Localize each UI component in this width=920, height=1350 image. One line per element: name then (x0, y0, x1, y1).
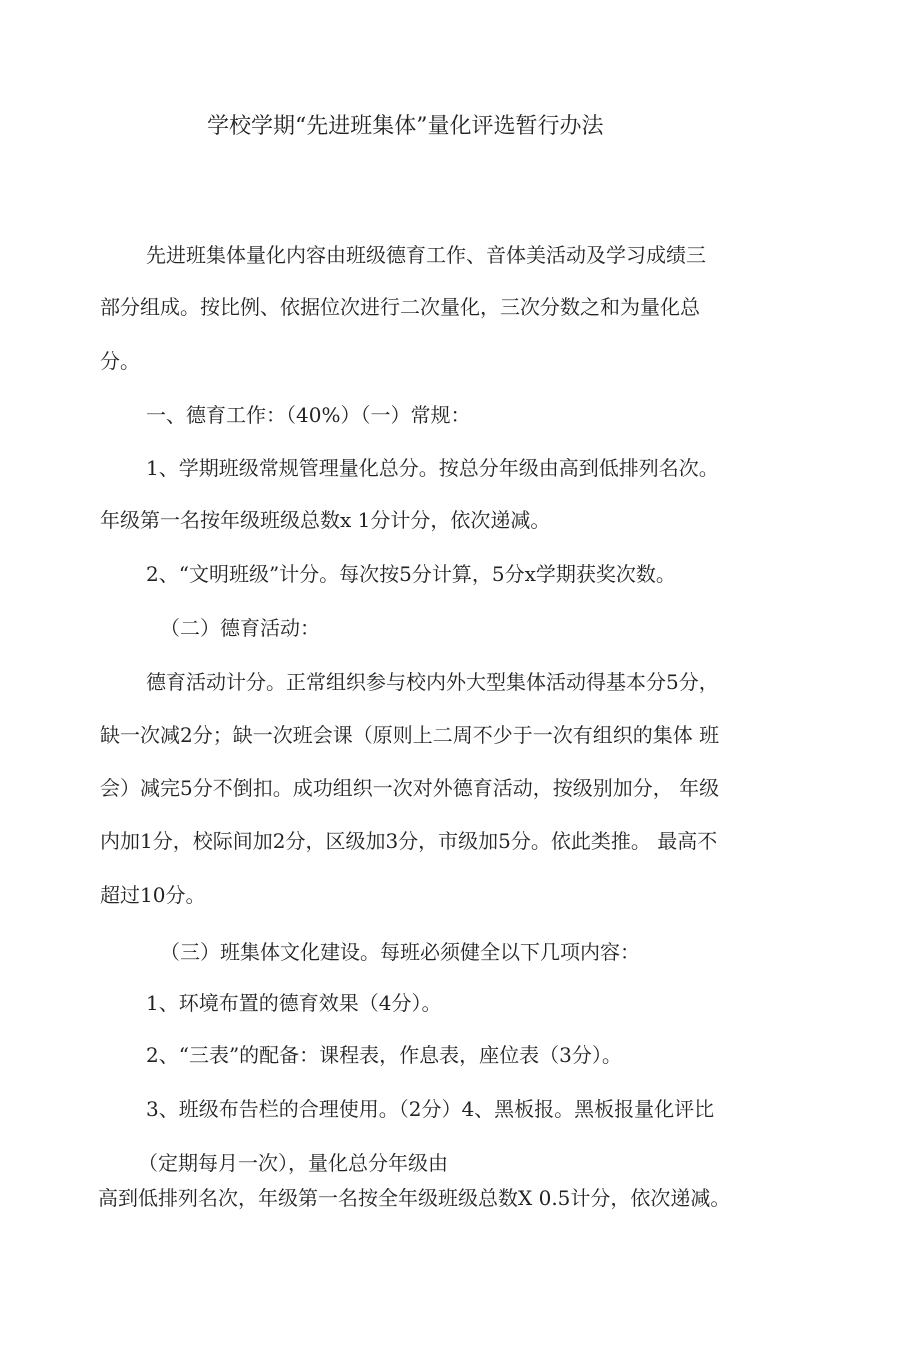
paragraph-line: 先进班集体量化内容由班级德育工作、音体美活动及学习成绩三 (146, 243, 706, 267)
paragraph-line: 内加1分，校际间加2分，区级加3分，市级加5分。依此类推。 最高不 (100, 829, 718, 853)
section-heading: （三）班集体文化建设。每班必须健全以下几项内容： (160, 940, 640, 964)
paragraph-line: 年级第一名按年级班级总数x 1分计分，依次递减。 (100, 508, 551, 532)
paragraph-line: 会）减完5分不倒扣。成功组织一次对外德育活动，按级别加分， 年级 (100, 776, 720, 800)
paragraph-line: 3、班级布告栏的合理使用。（2分）4、黑板报。黑板报量化评比 (146, 1097, 715, 1121)
paragraph-line: 部分组成。按比例、依据位次进行二次量化，三次分数之和为量化总 (100, 295, 700, 319)
paragraph-line: 1、环境布置的德育效果（4分）。 (146, 991, 442, 1015)
section-heading: 一、德育工作：（40%）（一）常规： (146, 403, 471, 427)
paragraph-line: 分。 (100, 349, 140, 373)
section-heading: （二）德育活动： (160, 616, 320, 640)
paragraph-line: 超过10分。 (100, 883, 206, 907)
paragraph-line: （定期每月一次），量化总分年级由 (138, 1151, 448, 1175)
paragraph-line: 高到低排列名次，年级第一名按全年级班级总数X 0.5计分，依次递减。 (98, 1186, 731, 1210)
document-title: 学校学期“先进班集体”量化评选暂行办法 (207, 114, 604, 139)
paragraph-line: 缺一次减2分；缺一次班会课（原则上二周不少于一次有组织的集体 班 (100, 723, 720, 747)
paragraph-line: 2、“文明班级”计分。每次按5分计算，5分x学期获奖次数。 (146, 562, 676, 586)
paragraph-line: 2、“三表”的配备：课程表，作息表，座位表（3分）。 (146, 1043, 622, 1067)
paragraph-line: 德育活动计分。正常组织参与校内外大型集体活动得基本分5分， (146, 670, 719, 694)
paragraph-line: 1、学期班级常规管理量化总分。按总分年级由高到低排列名次。 (146, 456, 719, 480)
